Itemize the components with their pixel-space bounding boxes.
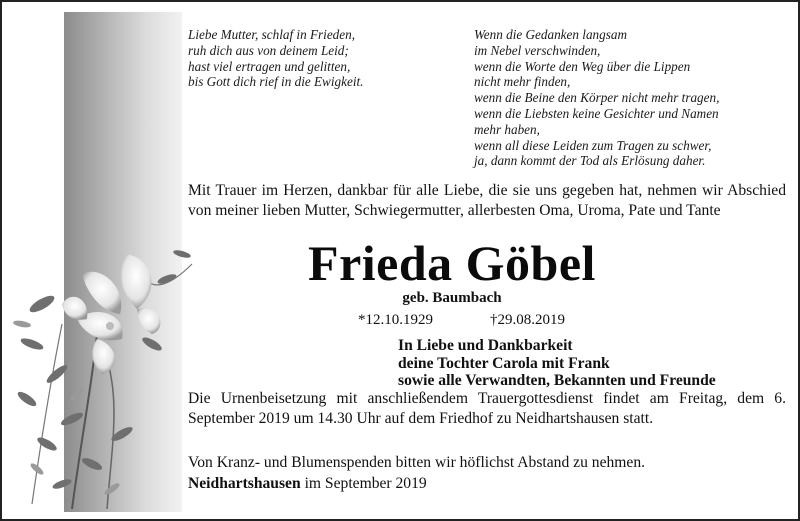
signer-line: In Liebe und Dankbarkeit — [398, 337, 573, 354]
intro-text: Mit Trauer im Herzen, dankbar für alle Liebe, die sie uns gegeben hat, nehmen wir Abschied von meiner lieben Mutter, Schwiegermutter, allerbesten Oma, Uroma, Pate und Tante — [188, 182, 786, 219]
maiden-name: geb. Baumbach — [402, 290, 502, 306]
lily-flower-bouquet-icon — [2, 234, 202, 516]
poem-line: ja, dann kommt der Tod als Erlösung daher. — [474, 153, 706, 169]
poem-line: hast viel ertragen und gelitten, — [188, 58, 351, 74]
birth-date: *12.10.1929 — [358, 312, 433, 328]
signer-line: deine Tochter Carola mit Frank — [398, 354, 610, 372]
poem-line: wenn die Beine den Körper nicht mehr tragen, — [474, 90, 720, 106]
poem-left — [188, 27, 458, 90]
poem-line: wenn all diese Leiden zum Tragen zu schwer, — [474, 137, 712, 153]
funeral-info: Die Urnenbeisetzung mit anschließendem Trauergottesdienst findet am Freitag, dem 6. September 2019 um 14.30 Uhr auf dem Friedhof zu Neidhartshausen statt. — [188, 390, 786, 427]
flowers-note: Von Kranz- und Blumenspenden bitten wir höflichst Abstand zu nehmen. — [188, 454, 646, 471]
poem-line: im Nebel verschwinden, — [474, 42, 601, 58]
poem-line: Liebe Mutter, schlaf in Frieden, — [188, 27, 356, 42]
poem-line: Wenn die Gedanken langsam — [474, 27, 627, 42]
closing-place: Neidhartshausen — [188, 475, 301, 492]
poem-line: bis Gott dich rief in die Ewigkeit. — [188, 74, 364, 90]
poem-line: wenn die Liebsten keine Gesichter und Namen — [474, 105, 719, 121]
poem-line: ruh dich aus von deinem Leid; — [188, 42, 349, 58]
signer-line: sowie alle Verwandten, Bekannten und Freunde — [398, 372, 716, 390]
death-date: †29.08.2019 — [490, 312, 565, 328]
closing-line — [188, 475, 427, 493]
poem-line: nicht mehr finden, — [474, 74, 571, 90]
deceased-name: Frieda Göbel — [308, 235, 596, 291]
closing-date: im September 2019 — [304, 475, 427, 492]
poem-line: wenn die Worte den Weg über die Lippen — [474, 58, 691, 74]
poem-right — [474, 27, 784, 169]
signers-block — [398, 337, 778, 390]
poem-line: mehr haben, — [474, 121, 540, 137]
